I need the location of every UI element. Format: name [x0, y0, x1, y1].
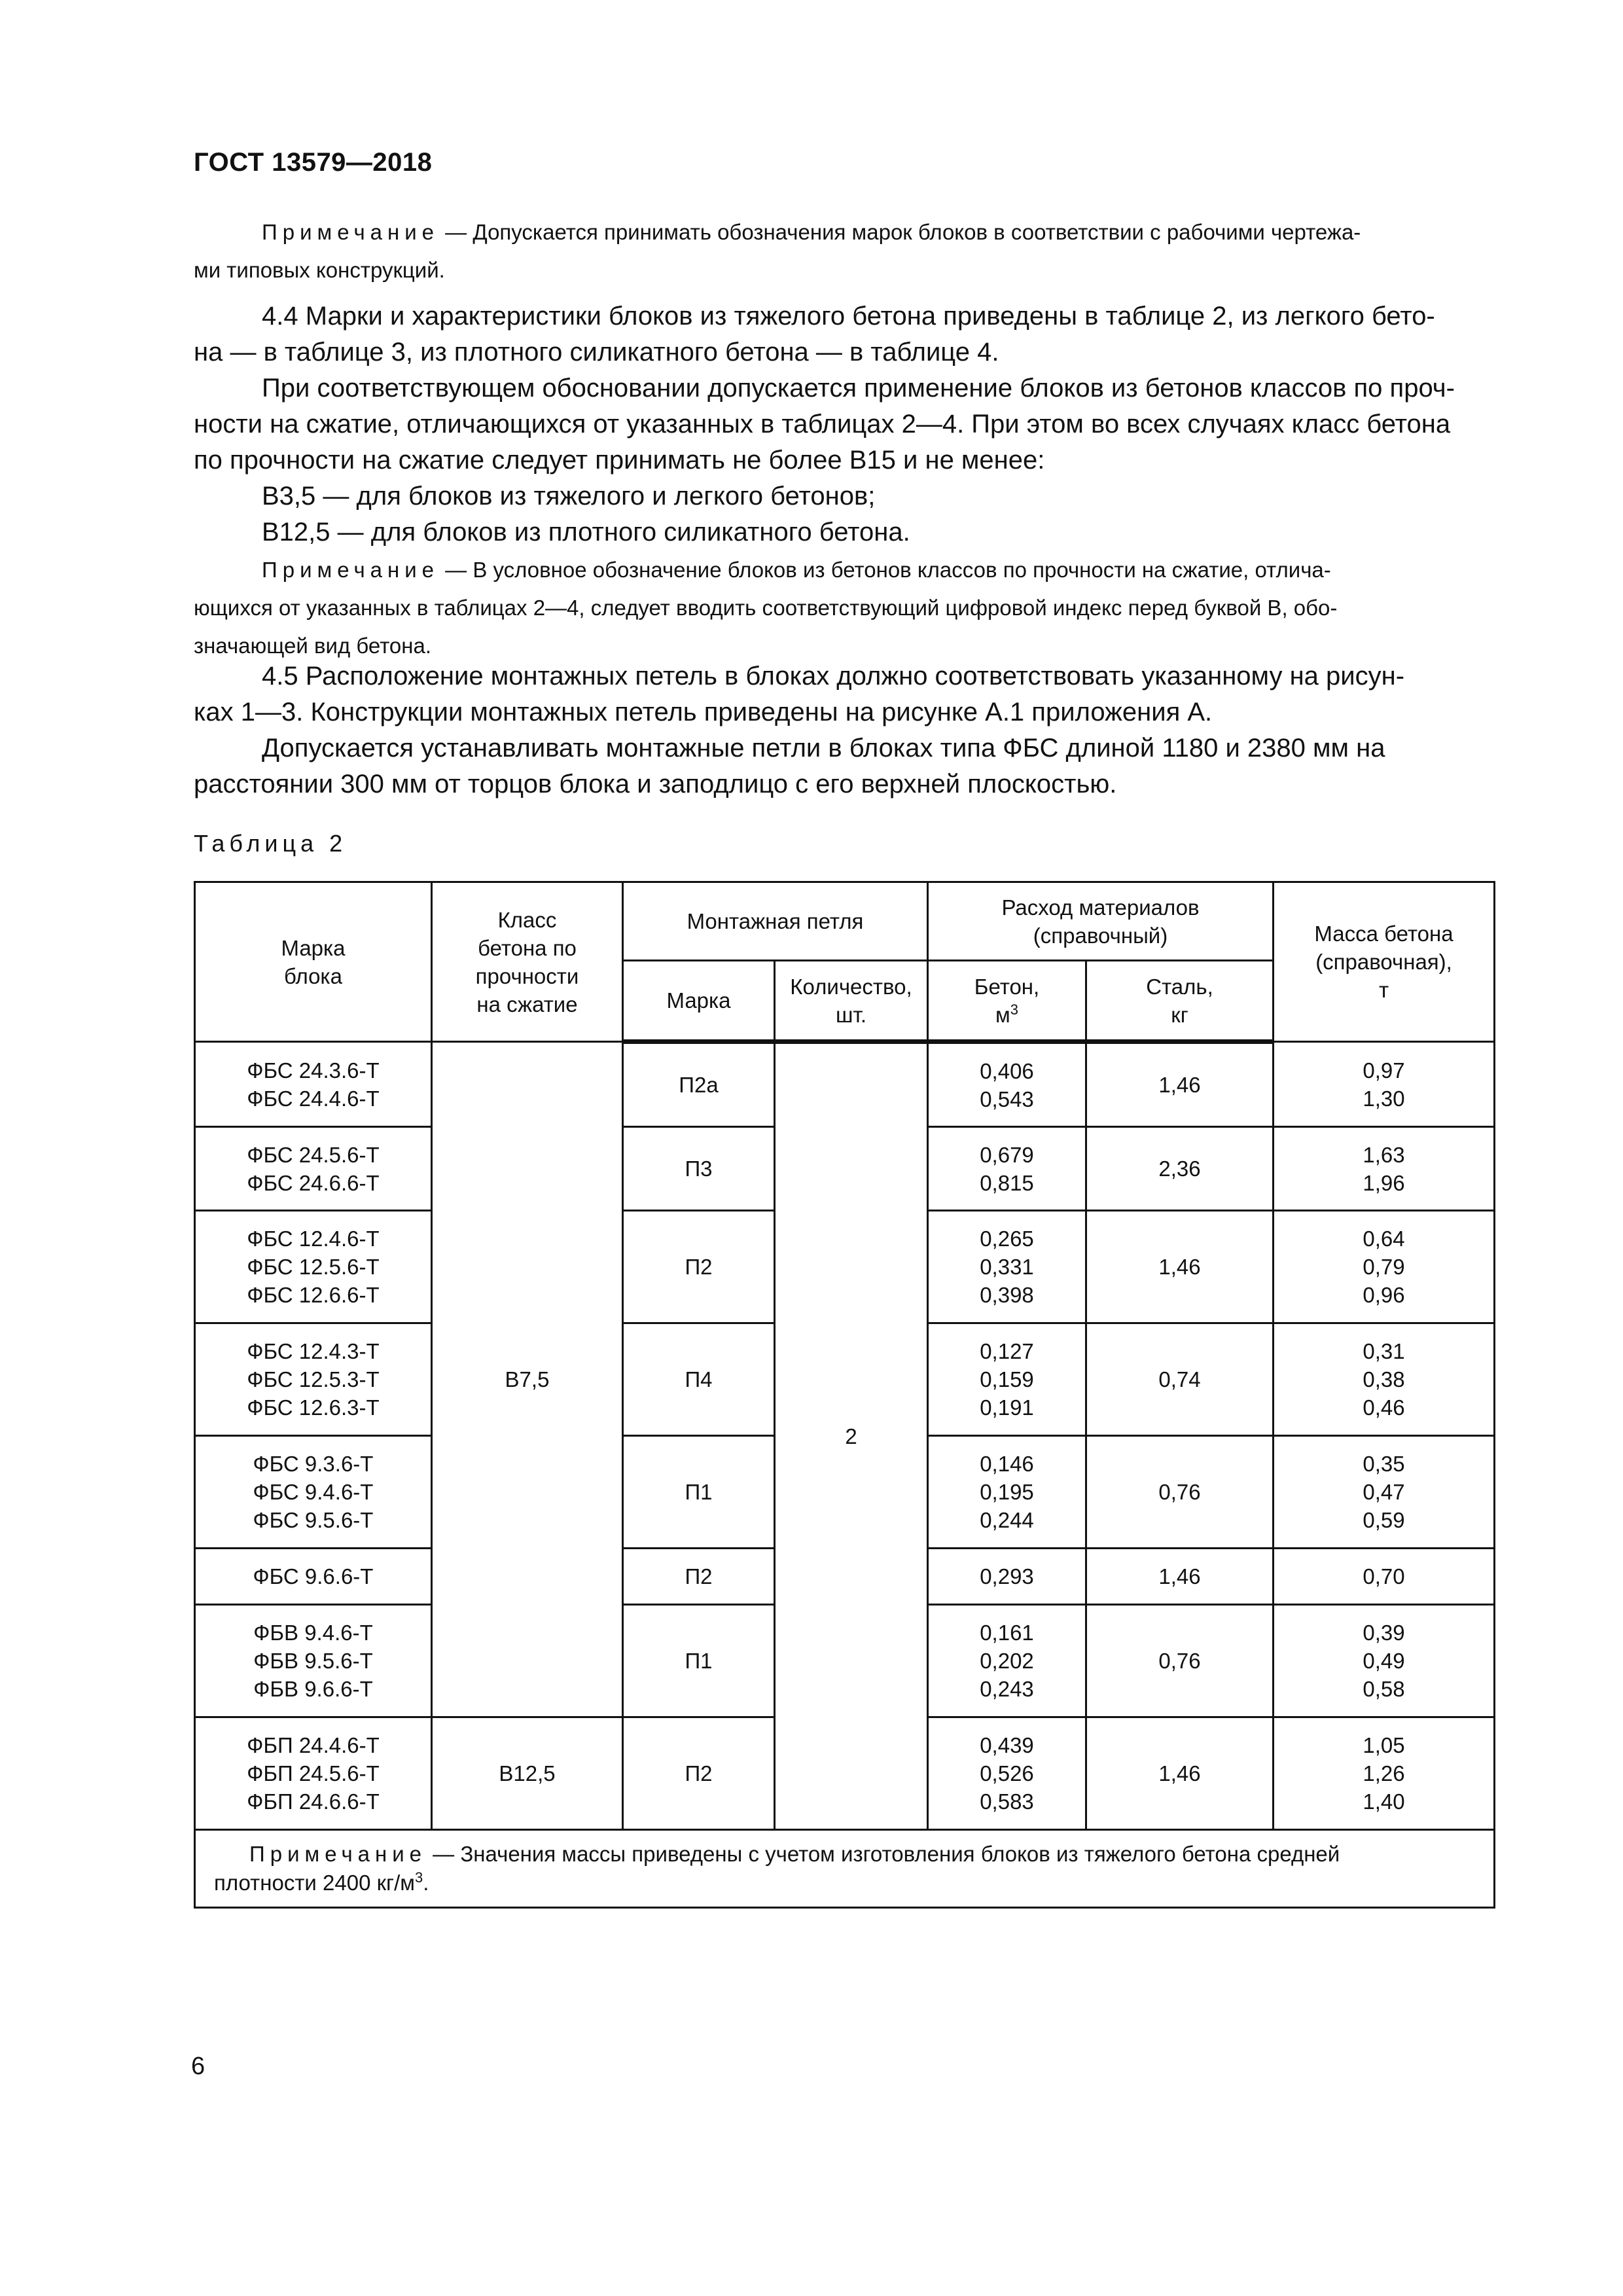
header-loop-mark: Марка: [623, 961, 775, 1042]
cell-block-marks: ФБП 24.4.6-Т ФБП 24.5.6-Т ФБП 24.6.6-Т: [195, 1717, 432, 1830]
document-header: ГОСТ 13579—2018: [194, 148, 433, 177]
cell-mass: 0,39 0,49 0,58: [1274, 1605, 1495, 1717]
header-concrete-unit: м: [995, 1002, 1010, 1027]
header-concrete-label: Бетон,: [974, 974, 1040, 999]
header-materials: Расход материалов (справочный): [928, 882, 1274, 961]
cell-steel: 1,46: [1086, 1717, 1274, 1830]
note-text: — Допускается принимать обозначения марок блоков в соответствии с рабочими чертежа-: [439, 220, 1361, 244]
list-item: В12,5 — для блоков из плотного силикатного бетона.: [262, 518, 910, 547]
header-concrete-volume: [928, 961, 1086, 1042]
cell-block-marks: ФБС 9.6.6-Т: [195, 1549, 432, 1605]
cell-steel: 0,74: [1086, 1323, 1274, 1436]
cell-concrete: 0,265 0,331 0,398: [928, 1211, 1086, 1323]
cell-concrete: 0,406 0,543: [928, 1042, 1086, 1127]
cell-steel: 1,46: [1086, 1549, 1274, 1605]
header-concrete-mass: Масса бетона (справочная), т: [1274, 882, 1495, 1042]
paragraph-line: по прочности на сжатие следует принимать не более В15 и не менее:: [194, 446, 1045, 475]
page-number: 6: [191, 2053, 205, 2080]
cell-loop-mark: П2: [623, 1549, 775, 1605]
cell-mass: 0,97 1,30: [1274, 1042, 1495, 1127]
note-text: — В условное обозначение блоков из бетонов классов по прочности на сжатие, отлича-: [439, 558, 1331, 582]
list-item: В3,5 — для блоков из тяжелого и легкого бетонов;: [262, 482, 876, 511]
cell-block-marks: ФБС 9.3.6-Т ФБС 9.4.6-Т ФБС 9.5.6-Т: [195, 1436, 432, 1549]
table-2: [194, 881, 1495, 1909]
note-text: значающей вид бетона.: [194, 634, 432, 658]
cell-concrete: 0,679 0,815: [928, 1127, 1086, 1211]
paragraph-line: При соответствующем обосновании допускается применение блоков из бетонов классов по проч-: [262, 374, 1455, 403]
cell-block-marks: ФБС 24.3.6-Т ФБС 24.4.6-Т: [195, 1042, 432, 1127]
note-label: Примечание: [262, 558, 440, 582]
footnote-text: плотности 2400 кг/м: [214, 1871, 415, 1895]
cell-steel: 1,46: [1086, 1042, 1274, 1127]
cell-concrete: 0,146 0,195 0,244: [928, 1436, 1086, 1549]
cell-class-b12-5: В12,5: [432, 1717, 623, 1830]
table-caption: Таблица 2: [194, 830, 348, 857]
header-block-mark: Марка блока: [195, 882, 432, 1042]
paragraph-line: Допускается устанавливать монтажные петли в блоках типа ФБС длиной 1180 и 2380 мм на: [262, 734, 1385, 762]
cell-mass: 1,63 1,96: [1274, 1127, 1495, 1211]
header-steel: Сталь, кг: [1086, 961, 1274, 1042]
cell-loop-mark: П3: [623, 1127, 775, 1211]
table-row: [195, 1042, 1495, 1127]
table-footnote-row: [195, 1830, 1495, 1908]
cell-mass: 0,70: [1274, 1549, 1495, 1605]
cell-mass: 0,35 0,47 0,59: [1274, 1436, 1495, 1549]
cell-block-marks: ФБС 12.4.3-Т ФБС 12.5.3-Т ФБС 12.6.3-Т: [195, 1323, 432, 1436]
header-mounting-loop: Монтажная петля: [623, 882, 928, 961]
table-footnote: [195, 1830, 1495, 1908]
cell-loop-mark: П1: [623, 1436, 775, 1549]
cell-loop-mark: П4: [623, 1323, 775, 1436]
cell-class-b7-5: В7,5: [432, 1042, 623, 1717]
cell-loop-qty: 2: [775, 1042, 928, 1830]
paragraph-line: расстоянии 300 мм от торцов блока и заподлицо с его верхней плоскостью.: [194, 770, 1117, 798]
paragraph-line: ках 1—3. Конструкции монтажных петель приведены на рисунке А.1 приложения А.: [194, 698, 1213, 726]
note-2: [194, 551, 1496, 665]
cell-block-marks: ФБС 12.4.6-Т ФБС 12.5.6-Т ФБС 12.6.6-Т: [195, 1211, 432, 1323]
cell-concrete: 0,293: [928, 1549, 1086, 1605]
note-text: ющихся от указанных в таблицах 2—4, следует вводить соответствующий цифровой индекс перед буквой В, обо-: [194, 596, 1338, 620]
section-4-5: [194, 658, 1496, 802]
cell-loop-mark: П2: [623, 1211, 775, 1323]
header-loop-qty: Количество, шт.: [775, 961, 928, 1042]
cell-steel: 1,46: [1086, 1211, 1274, 1323]
footnote-text: — Значения массы приведены с учетом изготовления блоков из тяжелого бетона средней: [427, 1842, 1340, 1866]
cell-mass: 0,64 0,79 0,96: [1274, 1211, 1495, 1323]
cell-concrete: 0,161 0,202 0,243: [928, 1605, 1086, 1717]
cell-steel: 0,76: [1086, 1605, 1274, 1717]
paragraph-line: 4.5 Расположение монтажных петель в блоках должно соответствовать указанному на рисун-: [262, 662, 1405, 691]
cell-loop-mark: П2: [623, 1717, 775, 1830]
cell-concrete: 0,127 0,159 0,191: [928, 1323, 1086, 1436]
note-text: ми типовых конструкций.: [194, 258, 445, 282]
cell-block-marks: ФБВ 9.4.6-Т ФБВ 9.5.6-Т ФБВ 9.6.6-Т: [195, 1605, 432, 1717]
footnote-sup: 3: [414, 1869, 423, 1886]
cell-loop-mark: П1: [623, 1605, 775, 1717]
header-concrete-class: Класс бетона по прочности на сжатие: [432, 882, 623, 1042]
cell-steel: 0,76: [1086, 1436, 1274, 1549]
cell-concrete: 0,439 0,526 0,583: [928, 1717, 1086, 1830]
note-label: Примечание: [262, 220, 440, 244]
cell-block-marks: ФБС 24.5.6-Т ФБС 24.6.6-Т: [195, 1127, 432, 1211]
paragraph-line: ности на сжатие, отличающихся от указанных в таблицах 2—4. При этом во всех случаях класс бетона: [194, 410, 1451, 439]
footnote-end: .: [423, 1871, 429, 1895]
paragraph-line: 4.4 Марки и характеристики блоков из тяжелого бетона приведены в таблице 2, из легкого бето-: [262, 302, 1435, 331]
cell-mass: 0,31 0,38 0,46: [1274, 1323, 1495, 1436]
note-1: [194, 213, 1496, 289]
cell-mass: 1,05 1,26 1,40: [1274, 1717, 1495, 1830]
cell-steel: 2,36: [1086, 1127, 1274, 1211]
paragraph-line: на — в таблице 3, из плотного силикатного бетона — в таблице 4.: [194, 338, 999, 367]
cell-loop-mark: П2а: [623, 1042, 775, 1127]
header-concrete-unit-sup: 3: [1010, 1001, 1018, 1018]
section-4-4: [194, 298, 1496, 550]
footnote-label: Примечание: [249, 1842, 427, 1866]
